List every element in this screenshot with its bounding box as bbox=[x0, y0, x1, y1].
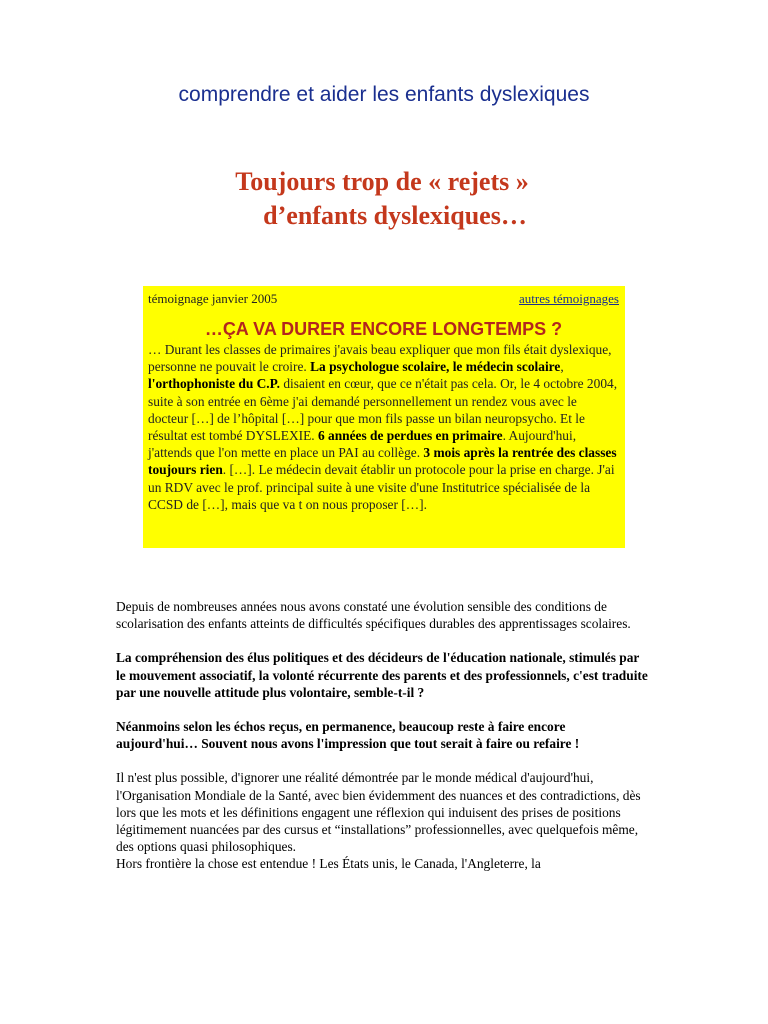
testimony-emphasis: La psychologue scolaire, le médecin scolaire bbox=[310, 359, 561, 375]
testimony-meta bbox=[148, 291, 619, 308]
testimony-heading: …ÇA VA DURER ENCORE LONGTEMPS ? bbox=[204, 319, 563, 339]
article-paragraph: Hors frontière la chose est entendue ! Les États unis, le Canada, l'Angleterre, la bbox=[116, 856, 541, 872]
article-paragraph: Depuis de nombreuses années nous avons constaté une évolution sensible des conditions de scolarisation des enfants atteints de difficultés spécifiques durables des apprentissages scolaires. bbox=[116, 599, 631, 632]
testimony-emphasis: 6 années de perdues en primaire bbox=[317, 428, 503, 444]
headline-line-2: d’enfants dyslexiques… bbox=[263, 201, 527, 230]
article-paragraph: Il n'est plus possible, d'ignorer une réalité démontrée par le monde médical d'aujourd'hui, l'Organisation Mondiale de la Santé, avec bien évidemment des nuances et des contradictions, dès lors que les mots et les définitions engagent une réflexion qui induisent des prises de positions légitimement nuancées par des cursus et “installations” professionnelles, avec quelquefois même, des options quasi philosophiques. bbox=[116, 770, 641, 855]
article-paragraph-bold: Néanmoins selon les échos reçus, en permanence, beaucoup reste à faire encore aujourd'hui… Souvent nous avons l'impression que tout serait à faire ou refaire ! bbox=[116, 719, 580, 752]
testimony-date: témoignage janvier 2005 bbox=[148, 291, 278, 306]
other-testimonies-link[interactable]: autres témoignages bbox=[519, 291, 619, 306]
testimony-text-part: . Aujourd'hui, j'attends que l'on mette en place un PAI au collège. bbox=[148, 428, 577, 461]
testimony-text bbox=[148, 341, 619, 513]
page-headline bbox=[0, 165, 768, 233]
testimony-text-part: disaient en cœur, que ce n'était pas cela. Or, le 4 octobre 2004, suite à son entrée en 6ème j'ai demandé personnellement un rendez vous avec le docteur […] de l’hôpital […] pour que mon fils passe un bilan neuropsycho. Et le résultat est tombé DYSLEXIE. bbox=[148, 376, 618, 444]
site-title: comprendre et aider les enfants dyslexiques bbox=[178, 83, 590, 106]
headline-line-1: Toujours trop de « rejets » bbox=[235, 167, 529, 196]
testimony-emphasis: l'orthophoniste du C.P. bbox=[148, 376, 280, 392]
testimony-text-part: . […]. Le médecin devait établir un protocole pour la prise en charge. J'ai un RDV avec le prof. principal suite à une visite d'une Institutrice spécialisée de la CCSD de […], mais que va t on nous proposer […]. bbox=[148, 462, 615, 512]
testimony-text-part: , bbox=[560, 359, 564, 375]
testimony-text-part: … Durant les classes de primaires j'avais beau expliquer que mon fils était dyslexique, personne ne pouvait le croire. bbox=[148, 342, 612, 375]
testimony-box bbox=[143, 286, 625, 548]
article-paragraph-bold: La compréhension des élus politiques et des décideurs de l'éducation nationale, stimulés par le mouvement associatif, la volonté récurrente des parents et des professionnels, c'est traduite par une nouvelle attitude plus volontaire, semble-t-il ? bbox=[116, 650, 648, 700]
testimony-emphasis: 3 mois après la rentrée des classes toujours rien bbox=[148, 445, 617, 478]
article-body bbox=[116, 598, 648, 873]
